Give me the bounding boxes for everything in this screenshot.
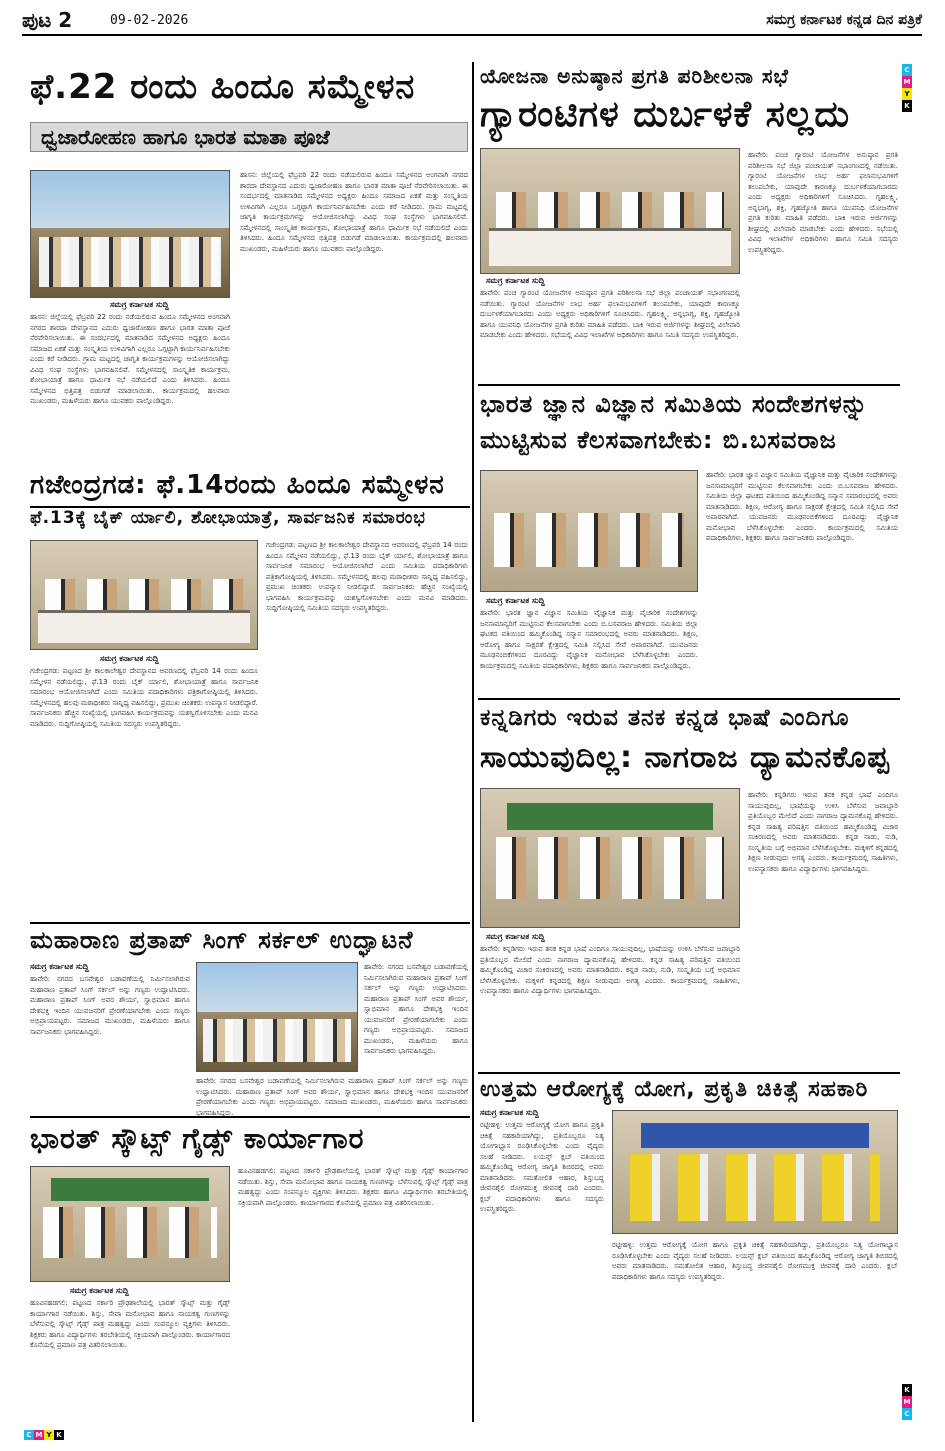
story-photo xyxy=(480,470,698,592)
cmyk-m: M xyxy=(903,78,911,86)
story-headline: ಭಾರತ ಜ್ಞಾನ ವಿಜ್ಞಾನ ಸಮಿತಿಯ ಸಂದೇಶಗಳನ್ನು xyxy=(480,390,868,418)
cmyk-strip-bottom xyxy=(24,1430,64,1440)
cmyk-c: C xyxy=(24,1430,34,1440)
paper-name: ಸಮಗ್ರ ಕರ್ನಾಟಕ ಕನ್ನಡ ದಿನ ಪತ್ರಿಕೆ xyxy=(766,12,922,28)
photo-credit: ಸಮಗ್ರ ಕರ್ನಾಟಕ ಸುದ್ದಿ xyxy=(110,300,169,309)
story-photo xyxy=(196,962,358,1072)
photo-credit: ಸಮಗ್ರ ಕರ್ನಾಟಕ ಸುದ್ದಿ xyxy=(486,276,545,285)
cmyk-k: K xyxy=(54,1430,64,1440)
cmyk-c: C xyxy=(902,64,912,76)
story-photo xyxy=(612,1110,898,1234)
story-body: ಹಾವೇರಿ: ಭಾರತ ಜ್ಞಾನ ವಿಜ್ಞಾನ ಸಮಿತಿಯ ವೈಜ್ಞಾನಿಕ ಮತ್ತು ವೈಚಾರಿಕ ಸಂದೇಶಗಳನ್ನು ಜನಸಾಮಾನ್ಯರಿಗೆ ಮುಟ್ಟಿಸುವ ಕೆಲಸವಾಗಬೇಕು ಎಂದು ಬಿ.ಬಸವರಾಜ ಹೇಳಿದರು. ಸಮಿತಿಯ ಜಿಲ್ಲಾ ಘಟಕದ ವತಿಯಿಂದ ಹಮ್ಮಿಕೊಂಡಿದ್ದ ಸನ್ಮಾನ ಸಮಾರಂಭದಲ್ಲಿ ಅವರು ಮಾತನಾಡಿದರು. ಶಿಕ್ಷಣ, ಆರೋಗ್ಯ ಹಾಗೂ ಸಾಕ್ಷರತೆ ಕ್ಷೇತ್ರದಲ್ಲಿ ಸಮಿತಿ ಸಲ್ಲಿಸಿದ ಸೇವೆ ಅಪಾರವಾಗಿದೆ. ಯುವಜನರು ಮೂಢನಂಬಿಕೆಗಳಿಂದ ದೂರವಿದ್ದು ವೈಜ್ಞಾನಿಕ ಮನೋಭಾವ ಬೆಳೆಸಿಕೊಳ್ಳಬೇಕು ಎಂದರು. ಕಾರ್ಯಕ್ರಮದಲ್ಲಿ ಸಮಿತಿಯ ಪದಾಧಿಕಾರಿಗಳು, ಶಿಕ್ಷಕರು ಹಾಗೂ ಸಾರ್ವಜನಿಕರು ಪಾಲ್ಗೊಂಡಿದ್ದರು. xyxy=(706,471,898,542)
story-body: ಹಾವೇರಿ: ನಗರದ ಬಸವೇಶ್ವರ ಬಡಾವಣೆಯಲ್ಲಿ ನಿರ್ಮಿಸಲಾಗಿರುವ ಮಹಾರಾಣ ಪ್ರತಾಪ್ ಸಿಂಗ್ ಸರ್ಕಲ್ ಅನ್ನು ಗಣ್ಯರು ಉದ್ಘಾಟಿಸಿದರು. ಮಹಾರಾಣ ಪ್ರತಾಪ್ ಸಿಂಗ್ ಅವರ ಶೌರ್ಯ, ಸ್ವಾಭಿಮಾನ ಹಾಗೂ ದೇಶಭಕ್ತಿ ಇಂದಿನ ಯುವಜನರಿಗೆ ಪ್ರೇರಣೆಯಾಗಬೇಕು ಎಂದು ಗಣ್ಯರು ಅಭಿಪ್ರಾಯಪಟ್ಟರು. ಸಮಾಜದ ಮುಖಂಡರು, ಮಹಿಳೆಯರು ಹಾಗೂ ಸಾರ್ವಜನಿಕರು ಭಾಗವಹಿಸಿದ್ದರು. xyxy=(364,963,468,1055)
story-body: ಹಾವೇರಿ: ಪಂಚ ಗ್ಯಾರಂಟಿ ಯೋಜನೆಗಳ ಅನುಷ್ಠಾನ ಪ್ರಗತಿ ಪರಿಶೀಲನಾ ಸಭೆ ಜಿಲ್ಲಾ ಪಂಚಾಯತ್ ಸಭಾಂಗಣದಲ್ಲಿ ನಡೆಯಿತು. ಗ್ಯಾರಂಟಿ ಯೋಜನೆಗಳ ಲಾಭ ಅರ್ಹ ಫಲಾನುಭವಿಗಳಿಗೆ ತಲುಪಬೇಕು, ಯಾವುದೇ ಕಾರಣಕ್ಕೂ ದುರ್ಬಳಕೆಯಾಗಬಾರದು ಎಂದು ಅಧ್ಯಕ್ಷರು ಅಧಿಕಾರಿಗಳಿಗೆ ಸೂಚಿಸಿದರು. ಗೃಹಲಕ್ಷ್ಮಿ, ಅನ್ನಭಾಗ್ಯ, ಶಕ್ತಿ, ಗೃಹಜ್ಯೋತಿ ಹಾಗೂ ಯುವನಿಧಿ ಯೋಜನೆಗಳ ಪ್ರಗತಿ ಕುರಿತು ಮಾಹಿತಿ ಪಡೆದರು. ಬಾಕಿ ಇರುವ ಅರ್ಜಿಗಳನ್ನು ಶೀಘ್ರದಲ್ಲಿ ವಿಲೇವಾರಿ ಮಾಡಬೇಕು ಎಂದು ಹೇಳಿದರು. ಸಭೆಯಲ್ಲಿ ವಿವಿಧ ಇಲಾಖೆಗಳ ಅಧಿಕಾರಿಗಳು ಹಾಗೂ ಸಮಿತಿ ಸದಸ್ಯರು ಉಪಸ್ಥಿತರಿದ್ದರು. xyxy=(748,151,898,254)
cmyk-y: Y xyxy=(902,88,912,100)
story-body: ಹೂವಿನಹಡಗಲಿ: ಪಟ್ಟಣದ ಸರ್ಕಾರಿ ಪ್ರೌಢಶಾಲೆಯಲ್ಲಿ ಭಾರತ್ ಸ್ಕೌಟ್ಸ್ ಮತ್ತು ಗೈಡ್ಸ್ ಕಾರ್ಯಾಗಾರ ನಡೆಯಿತು. ಶಿಸ್ತು, ಸೇವಾ ಮನೋಭಾವ ಹಾಗೂ ನಾಯಕತ್ವ ಗುಣಗಳನ್ನು ಬೆಳೆಸುವಲ್ಲಿ ಸ್ಕೌಟ್ಸ್ ಗೈಡ್ಸ್ ಪಾತ್ರ ಮಹತ್ವದ್ದು ಎಂದು ಸಂಪನ್ಮೂಲ ವ್ಯಕ್ತಿಗಳು ತಿಳಿಸಿದರು. ಶಿಕ್ಷಕರು ಹಾಗೂ ವಿದ್ಯಾರ್ಥಿಗಳು ತರಬೇತಿಯಲ್ಲಿ ಸಕ್ರಿಯವಾಗಿ ಪಾಲ್ಗೊಂಡರು. ಕಾರ್ಯಾಗಾರದ ಕೊನೆಯಲ್ಲಿ ಪ್ರಮಾಣ ಪತ್ರ ವಿತರಿಸಲಾಯಿತು. xyxy=(30,1299,230,1349)
story-body: ಹಾವೇರಿ: ಕನ್ನಡಿಗರು ಇರುವ ತನಕ ಕನ್ನಡ ಭಾಷೆ ಎಂದಿಗೂ ಸಾಯುವುದಿಲ್ಲ, ಭಾಷೆಯನ್ನು ಉಳಿಸಿ ಬೆಳೆಸುವ ಜವಾಬ್ದಾರಿ ಪ್ರತಿಯೊಬ್ಬರ ಮೇಲಿದೆ ಎಂದು ನಾಗರಾಜ ದ್ಯಾಮನಕೊಪ್ಪ ಹೇಳಿದರು. ಕನ್ನಡ ಸಾಹಿತ್ಯ ಪರಿಷತ್ತಿನ ವತಿಯಿಂದ ಹಮ್ಮಿಕೊಂಡಿದ್ದ ವಿಚಾರ ಸಂಕಿರಣದಲ್ಲಿ ಅವರು ಮಾತನಾಡಿದರು. ಕನ್ನಡ ನಾಡು, ನುಡಿ, ಸಂಸ್ಕೃತಿಯ ಬಗ್ಗೆ ಅಭಿಮಾನ ಬೆಳೆಸಿಕೊಳ್ಳಬೇಕು. ಮಕ್ಕಳಿಗೆ ಕನ್ನಡದಲ್ಲಿ ಶಿಕ್ಷಣ ನೀಡುವುದು ಅಗತ್ಯ ಎಂದರು. ಕಾರ್ಯಕ್ರಮದಲ್ಲಿ ಸಾಹಿತಿಗಳು, ಉಪನ್ಯಾಸಕರು ಹಾಗೂ ವಿದ್ಯಾರ್ಥಿಗಳು ಭಾಗವಹಿಸಿದ್ದರು. xyxy=(480,945,740,995)
section-rule xyxy=(478,698,900,700)
story-body: ಹಾವೇರಿ: ನಗರದ ಬಸವೇಶ್ವರ ಬಡಾವಣೆಯಲ್ಲಿ ನಿರ್ಮಿಸಲಾಗಿರುವ ಮಹಾರಾಣ ಪ್ರತಾಪ್ ಸಿಂಗ್ ಸರ್ಕಲ್ ಅನ್ನು ಗಣ್ಯರು ಉದ್ಘಾಟಿಸಿದರು. ಮಹಾರಾಣ ಪ್ರತಾಪ್ ಸಿಂಗ್ ಅವರ ಶೌರ್ಯ, ಸ್ವಾಭಿಮಾನ ಹಾಗೂ ದೇಶಭಕ್ತಿ ಇಂದಿನ ಯುವಜನರಿಗೆ ಪ್ರೇರಣೆಯಾಗಬೇಕು ಎಂದು ಗಣ್ಯರು ಅಭಿಪ್ರಾಯಪಟ್ಟರು. ಸಮಾಜದ ಮುಖಂಡರು, ಮಹಿಳೆಯರು ಹಾಗೂ ಸಾರ್ವಜನಿಕರು ಭಾಗವಹಿಸಿದ್ದರು. xyxy=(196,1077,468,1117)
story-subhead: ಧ್ವಜಾರೋಹಣ ಹಾಗೂ ಭಾರತ ಮಾತಾ ಪೂಜೆ xyxy=(30,122,468,152)
section-rule xyxy=(478,1072,900,1074)
masthead xyxy=(22,6,922,36)
story-body: ಹಾವೇರಿ: ನಗರದ ಬಸವೇಶ್ವರ ಬಡಾವಣೆಯಲ್ಲಿ ನಿರ್ಮಿಸಲಾಗಿರುವ ಮಹಾರಾಣ ಪ್ರತಾಪ್ ಸಿಂಗ್ ಸರ್ಕಲ್ ಅನ್ನು ಗಣ್ಯರು ಉದ್ಘಾಟಿಸಿದರು. ಮಹಾರಾಣ ಪ್ರತಾಪ್ ಸಿಂಗ್ ಅವರ ಶೌರ್ಯ, ಸ್ವಾಭಿಮಾನ ಹಾಗೂ ದೇಶಭಕ್ತಿ ಇಂದಿನ ಯುವಜನರಿಗೆ ಪ್ರೇರಣೆಯಾಗಬೇಕು ಎಂದು ಗಣ್ಯರು ಅಭಿಪ್ರಾಯಪಟ್ಟರು. ಸಮಾಜದ ಮುಖಂಡರು, ಮಹಿಳೆಯರು ಹಾಗೂ ಸಾರ್ವಜನಿಕರು ಭಾಗವಹಿಸಿದ್ದರು. xyxy=(30,975,190,1036)
story-body: ಗಜೇಂದ್ರಗಡ: ಪಟ್ಟಣದ ಶ್ರೀ ಕಾಲಕಾಲೇಶ್ವರ ದೇವಸ್ಥಾನದ ಆವರಣದಲ್ಲಿ ಫೆಬ್ರವರಿ 14 ರಂದು ಹಿಂದೂ ಸಮ್ಮೇಳನ ನಡೆಯಲಿದ್ದು, ಫೆ.13 ರಂದು ಬೈಕ್ ರ್ಯಾಲಿ, ಶೋಭಾಯಾತ್ರೆ ಹಾಗೂ ಸಾರ್ವಜನಿಕ ಸಮಾರಂಭ ಆಯೋಜಿಸಲಾಗಿದೆ ಎಂದು ಸಮಿತಿಯ ಪದಾಧಿಕಾರಿಗಳು ಪತ್ರಿಕಾಗೋಷ್ಠಿಯಲ್ಲಿ ತಿಳಿಸಿದರು. ಸಮ್ಮೇಳನದಲ್ಲಿ ಹಲವು ಮಠಾಧೀಶರು ಸಾನ್ನಿಧ್ಯ ವಹಿಸಲಿದ್ದು, ಪ್ರಮುಖ ಚಿಂತಕರು ಉಪನ್ಯಾಸ ನೀಡಲಿದ್ದಾರೆ. ಸಾರ್ವಜನಿಕರು ಹೆಚ್ಚಿನ ಸಂಖ್ಯೆಯಲ್ಲಿ ಭಾಗವಹಿಸಿ ಕಾರ್ಯಕ್ರಮವನ್ನು ಯಶಸ್ವಿಗೊಳಿಸಬೇಕು ಎಂದು ಮನವಿ ಮಾಡಿದರು. ಸುದ್ದಿಗೋಷ್ಠಿಯಲ್ಲಿ ಸಮಿತಿಯ ಸದಸ್ಯರು ಉಪಸ್ಥಿತರಿದ್ದರು. xyxy=(266,541,468,612)
story-body: ಗಜೇಂದ್ರಗಡ: ಪಟ್ಟಣದ ಶ್ರೀ ಕಾಲಕಾಲೇಶ್ವರ ದೇವಸ್ಥಾನದ ಆವರಣದಲ್ಲಿ ಫೆಬ್ರವರಿ 14 ರಂದು ಹಿಂದೂ ಸಮ್ಮೇಳನ ನಡೆಯಲಿದ್ದು, ಫೆ.13 ರಂದು ಬೈಕ್ ರ್ಯಾಲಿ, ಶೋಭಾಯಾತ್ರೆ ಹಾಗೂ ಸಾರ್ವಜನಿಕ ಸಮಾರಂಭ ಆಯೋಜಿಸಲಾಗಿದೆ ಎಂದು ಸಮಿತಿಯ ಪದಾಧಿಕಾರಿಗಳು ಪತ್ರಿಕಾಗೋಷ್ಠಿಯಲ್ಲಿ ತಿಳಿಸಿದರು. ಸಮ್ಮೇಳನದಲ್ಲಿ ಹಲವು ಮಠಾಧೀಶರು ಸಾನ್ನಿಧ್ಯ ವಹಿಸಲಿದ್ದು, ಪ್ರಮುಖ ಚಿಂತಕರು ಉಪನ್ಯಾಸ ನೀಡಲಿದ್ದಾರೆ. ಸಾರ್ವಜನಿಕರು ಹೆಚ್ಚಿನ ಸಂಖ್ಯೆಯಲ್ಲಿ ಭಾಗವಹಿಸಿ ಕಾರ್ಯಕ್ರಮವನ್ನು ಯಶಸ್ವಿಗೊಳಿಸಬೇಕು ಎಂದು ಮನವಿ ಮಾಡಿದರು. ಸುದ್ದಿಗೋಷ್ಠಿಯಲ್ಲಿ ಸಮಿತಿಯ ಸದಸ್ಯರು ಉಪಸ್ಥಿತರಿದ್ದರು. xyxy=(30,667,258,728)
story-headline: ಯೋಜನಾ ಅನುಷ್ಠಾನ ಪ್ರಗತಿ ಪರಿಶೀಲನಾ ಸಭೆ xyxy=(480,64,789,88)
story-photo xyxy=(30,540,258,650)
cmyk-m: M xyxy=(903,1398,911,1406)
section-rule xyxy=(478,384,900,386)
column-divider xyxy=(472,62,474,1422)
cmyk-strip-right xyxy=(902,1384,912,1420)
story-headline: ಉತ್ತಮ ಆರೋಗ್ಯಕ್ಕೆ ಯೋಗ, ಪ್ರಕೃತಿ ಚಿಕಿತ್ಸೆ ಸಹಕಾರಿ xyxy=(480,1077,869,1102)
story-photo xyxy=(30,1166,230,1282)
photo-credit: ಸಮಗ್ರ ಕರ್ನಾಟಕ ಸುದ್ದಿ xyxy=(486,596,545,605)
cmyk-k: K xyxy=(902,100,912,112)
cmyk-y: Y xyxy=(44,1430,54,1440)
story-headline: ಕನ್ನಡಿಗರು ಇರುವ ತನಕ ಕನ್ನಡ ಭಾಷೆ ಎಂದಿಗೂ xyxy=(480,705,850,731)
story-headline-2: ಮುಟ್ಟಿಸುವ ಕೆಲಸವಾಗಬೇಕು: ಬಿ.ಬಸವರಾಜ xyxy=(480,426,837,454)
story-body: ರಟ್ಟೀಹಳ್ಳಿ: ಉತ್ತಮ ಆರೋಗ್ಯಕ್ಕೆ ಯೋಗ ಹಾಗೂ ಪ್ರಕೃತಿ ಚಿಕಿತ್ಸೆ ಸಹಕಾರಿಯಾಗಿದ್ದು, ಪ್ರತಿಯೊಬ್ಬರೂ ನಿತ್ಯ ಯೋಗಾಭ್ಯಾಸ ರೂಢಿಸಿಕೊಳ್ಳಬೇಕು ಎಂದು ವೈದ್ಯರು ಸಲಹೆ ನೀಡಿದರು. ಲಯನ್ಸ್ ಕ್ಲಬ್ ವತಿಯಿಂದ ಹಮ್ಮಿಕೊಂಡಿದ್ದ ಆರೋಗ್ಯ ಜಾಗೃತಿ ಶಿಬಿರದಲ್ಲಿ ಅವರು ಮಾತನಾಡಿದರು. ಸಮತೋಲಿತ ಆಹಾರ, ಶಿಸ್ತುಬದ್ಧ ಜೀವನಶೈಲಿ ರೋಗಮುಕ್ತ ಜೀವನಕ್ಕೆ ದಾರಿ ಎಂದರು. ಕ್ಲಬ್ ಪದಾಧಿಕಾರಿಗಳು ಹಾಗೂ ಸದಸ್ಯರು ಉಪಸ್ಥಿತರಿದ್ದರು. xyxy=(612,1241,898,1281)
story-body: ಹಾವೇರಿ: ಕನ್ನಡಿಗರು ಇರುವ ತನಕ ಕನ್ನಡ ಭಾಷೆ ಎಂದಿಗೂ ಸಾಯುವುದಿಲ್ಲ, ಭಾಷೆಯನ್ನು ಉಳಿಸಿ ಬೆಳೆಸುವ ಜವಾಬ್ದಾರಿ ಪ್ರತಿಯೊಬ್ಬರ ಮೇಲಿದೆ ಎಂದು ನಾಗರಾಜ ದ್ಯಾಮನಕೊಪ್ಪ ಹೇಳಿದರು. ಕನ್ನಡ ಸಾಹಿತ್ಯ ಪರಿಷತ್ತಿನ ವತಿಯಿಂದ ಹಮ್ಮಿಕೊಂಡಿದ್ದ ವಿಚಾರ ಸಂಕಿರಣದಲ್ಲಿ ಅವರು ಮಾತನಾಡಿದರು. ಕನ್ನಡ ನಾಡು, ನುಡಿ, ಸಂಸ್ಕೃತಿಯ ಬಗ್ಗೆ ಅಭಿಮಾನ ಬೆಳೆಸಿಕೊಳ್ಳಬೇಕು. ಮಕ್ಕಳಿಗೆ ಕನ್ನಡದಲ್ಲಿ ಶಿಕ್ಷಣ ನೀಡುವುದು ಅಗತ್ಯ ಎಂದರು. ಕಾರ್ಯಕ್ರಮದಲ್ಲಿ ಸಾಹಿತಿಗಳು, ಉಪನ್ಯಾಸಕರು ಹಾಗೂ ವಿದ್ಯಾರ್ಥಿಗಳು ಭಾಗವಹಿಸಿದ್ದರು. xyxy=(748,791,898,873)
story-body: ಹಾವೇರಿ: ಪಂಚ ಗ್ಯಾರಂಟಿ ಯೋಜನೆಗಳ ಅನುಷ್ಠಾನ ಪ್ರಗತಿ ಪರಿಶೀಲನಾ ಸಭೆ ಜಿಲ್ಲಾ ಪಂಚಾಯತ್ ಸಭಾಂಗಣದಲ್ಲಿ ನಡೆಯಿತು. ಗ್ಯಾರಂಟಿ ಯೋಜನೆಗಳ ಲಾಭ ಅರ್ಹ ಫಲಾನುಭವಿಗಳಿಗೆ ತಲುಪಬೇಕು, ಯಾವುದೇ ಕಾರಣಕ್ಕೂ ದುರ್ಬಳಕೆಯಾಗಬಾರದು ಎಂದು ಅಧ್ಯಕ್ಷರು ಅಧಿಕಾರಿಗಳಿಗೆ ಸೂಚಿಸಿದರು. ಗೃಹಲಕ್ಷ್ಮಿ, ಅನ್ನಭಾಗ್ಯ, ಶಕ್ತಿ, ಗೃಹಜ್ಯೋತಿ ಹಾಗೂ ಯುವನಿಧಿ ಯೋಜನೆಗಳ ಪ್ರಗತಿ ಕುರಿತು ಮಾಹಿತಿ ಪಡೆದರು. ಬಾಕಿ ಇರುವ ಅರ್ಜಿಗಳನ್ನು ಶೀಘ್ರದಲ್ಲಿ ವಿಲೇವಾರಿ ಮಾಡಬೇಕು ಎಂದು ಹೇಳಿದರು. ಸಭೆಯಲ್ಲಿ ವಿವಿಧ ಇಲಾಖೆಗಳ ಅಧಿಕಾರಿಗಳು ಹಾಗೂ ಸಮಿತಿ ಸದಸ್ಯರು ಉಪಸ್ಥಿತರಿದ್ದರು. xyxy=(480,289,740,339)
photo-credit: ಸಮಗ್ರ ಕರ್ನಾಟಕ ಸುದ್ದಿ xyxy=(70,1286,129,1295)
story-subhead: ಗ್ಯಾರಂಟಿಗಳ ದುರ್ಬಳಕೆ ಸಲ್ಲದು xyxy=(480,94,851,135)
cmyk-m: M xyxy=(35,1431,43,1439)
section-rule xyxy=(30,1116,470,1118)
cmyk-c: C xyxy=(902,1408,912,1420)
story-photo xyxy=(30,170,230,298)
story-photo xyxy=(480,148,740,274)
cmyk-strip-top xyxy=(902,64,912,112)
page-label: ಪುಟ 2 xyxy=(22,8,73,32)
photo-credit: ಸಮಗ್ರ ಕರ್ನಾಟಕ ಸುದ್ದಿ xyxy=(30,962,89,971)
story-body: ಹಾಸನ: ಜಿಲ್ಲೆಯಲ್ಲಿ ಫೆಬ್ರವರಿ 22 ರಂದು ನಡೆಯಲಿರುವ ಹಿಂದೂ ಸಮ್ಮೇಳನದ ಅಂಗವಾಗಿ ನಗರದ ಶಾರದಾ ದೇವಸ್ಥಾನದ ಎದುರು ಧ್ವಜಾರೋಹಣ ಹಾಗೂ ಭಾರತ ಮಾತಾ ಪೂಜೆ ನೆರವೇರಿಸಲಾಯಿತು. ಈ ಸಂದರ್ಭದಲ್ಲಿ ಮಾತನಾಡಿದ ಸಮ್ಮೇಳನದ ಅಧ್ಯಕ್ಷರು ಹಿಂದೂ ಸಮಾಜದ ಏಕತೆ ಮತ್ತು ಸಂಸ್ಕೃತಿಯ ಉಳಿವಿಗಾಗಿ ಎಲ್ಲರೂ ಒಗ್ಗಟ್ಟಾಗಿ ಕಾರ್ಯನಿರ್ವಹಿಸಬೇಕು ಎಂದು ಕರೆ ನೀಡಿದರು. ಗ್ರಾಮ ಮಟ್ಟದಲ್ಲಿ ಜಾಗೃತಿ ಕಾರ್ಯಕ್ರಮಗಳನ್ನು ಆಯೋಜಿಸಲಾಗಿದ್ದು ವಿವಿಧ ಸಂಘ ಸಂಸ್ಥೆಗಳು ಭಾಗವಹಿಸಲಿವೆ. ಸಮ್ಮೇಳನದಲ್ಲಿ ಸಾಂಸ್ಕೃತಿಕ ಕಾರ್ಯಕ್ರಮ, ಶೋಭಾಯಾತ್ರೆ ಹಾಗೂ ಧಾರ್ಮಿಕ ಸಭೆ ನಡೆಯಲಿದೆ ಎಂದು ತಿಳಿಸಿದರು. ಹಿಂದೂ ಸಮ್ಮೇಳನದ ಭಿತ್ತಿಪತ್ರ ಬಿಡುಗಡೆ ಮಾಡಲಾಯಿತು. ಕಾರ್ಯಕ್ರಮದಲ್ಲಿ ಹಲವಾರು ಮುಖಂಡರು, ಮಹಿಳೆಯರು ಹಾಗೂ ಯುವಕರು ಪಾಲ್ಗೊಂಡಿದ್ದರು. xyxy=(240,171,468,253)
story-headline: ಭಾರತ್ ಸ್ಕೌಟ್ಸ್ ಗೈಡ್ಸ್ ಕಾರ್ಯಾಗಾರ xyxy=(30,1122,365,1155)
story-headline: ಫೆ.22 ರಂದು ಹಿಂದೂ ಸಮ್ಮೇಳನ xyxy=(30,67,416,107)
story-body: ಹಾಸನ: ಜಿಲ್ಲೆಯಲ್ಲಿ ಫೆಬ್ರವರಿ 22 ರಂದು ನಡೆಯಲಿರುವ ಹಿಂದೂ ಸಮ್ಮೇಳನದ ಅಂಗವಾಗಿ ನಗರದ ಶಾರದಾ ದೇವಸ್ಥಾನದ ಎದುರು ಧ್ವಜಾರೋಹಣ ಹಾಗೂ ಭಾರತ ಮಾತಾ ಪೂಜೆ ನೆರವೇರಿಸಲಾಯಿತು. ಈ ಸಂದರ್ಭದಲ್ಲಿ ಮಾತನಾಡಿದ ಸಮ್ಮೇಳನದ ಅಧ್ಯಕ್ಷರು ಹಿಂದೂ ಸಮಾಜದ ಏಕತೆ ಮತ್ತು ಸಂಸ್ಕೃತಿಯ ಉಳಿವಿಗಾಗಿ ಎಲ್ಲರೂ ಒಗ್ಗಟ್ಟಾಗಿ ಕಾರ್ಯನಿರ್ವಹಿಸಬೇಕು ಎಂದು ಕರೆ ನೀಡಿದರು. ಗ್ರಾಮ ಮಟ್ಟದಲ್ಲಿ ಜಾಗೃತಿ ಕಾರ್ಯಕ್ರಮಗಳನ್ನು ಆಯೋಜಿಸಲಾಗಿದ್ದು ವಿವಿಧ ಸಂಘ ಸಂಸ್ಥೆಗಳು ಭಾಗವಹಿಸಲಿವೆ. ಸಮ್ಮೇಳನದಲ್ಲಿ ಸಾಂಸ್ಕೃತಿಕ ಕಾರ್ಯಕ್ರಮ, ಶೋಭಾಯಾತ್ರೆ ಹಾಗೂ ಧಾರ್ಮಿಕ ಸಭೆ ನಡೆಯಲಿದೆ ಎಂದು ತಿಳಿಸಿದರು. ಹಿಂದೂ ಸಮ್ಮೇಳನದ ಭಿತ್ತಿಪತ್ರ ಬಿಡುಗಡೆ ಮಾಡಲಾಯಿತು. ಕಾರ್ಯಕ್ರಮದಲ್ಲಿ ಹಲವಾರು ಮುಖಂಡರು, ಮಹಿಳೆಯರು ಹಾಗೂ ಯುವಕರು ಪಾಲ್ಗೊಂಡಿದ್ದರು. xyxy=(30,313,230,405)
story-headline-2: ಸಾಯುವುದಿಲ್ಲ: ನಾಗರಾಜ ದ್ಯಾಮನಕೊಪ್ಪ xyxy=(480,740,890,775)
story-subhead: ಫೆ.13ಕ್ಕೆ ಬೈಕ್ ರ್ಯಾಲಿ, ಶೋಭಾಯಾತ್ರೆ, ಸಾರ್ವಜನಿಕ ಸಮಾರಂಭ xyxy=(30,508,426,528)
page-date: 09-02-2026 xyxy=(110,13,189,28)
photo-credit: ಸಮಗ್ರ ಕರ್ನಾಟಕ ಸುದ್ದಿ xyxy=(100,654,159,663)
story-photo xyxy=(480,788,740,928)
story-headline: ಮಹಾರಾಣ ಪ್ರತಾಪ್ ಸಿಂಗ್ ಸರ್ಕಲ್ ಉದ್ಘಾಟನೆ xyxy=(30,926,414,954)
story-body: ರಟ್ಟೀಹಳ್ಳಿ: ಉತ್ತಮ ಆರೋಗ್ಯಕ್ಕೆ ಯೋಗ ಹಾಗೂ ಪ್ರಕೃತಿ ಚಿಕಿತ್ಸೆ ಸಹಕಾರಿಯಾಗಿದ್ದು, ಪ್ರತಿಯೊಬ್ಬರೂ ನಿತ್ಯ ಯೋಗಾಭ್ಯಾಸ ರೂಢಿಸಿಕೊಳ್ಳಬೇಕು ಎಂದು ವೈದ್ಯರು ಸಲಹೆ ನೀಡಿದರು. ಲಯನ್ಸ್ ಕ್ಲಬ್ ವತಿಯಿಂದ ಹಮ್ಮಿಕೊಂಡಿದ್ದ ಆರೋಗ್ಯ ಜಾಗೃತಿ ಶಿಬಿರದಲ್ಲಿ ಅವರು ಮಾತನಾಡಿದರು. ಸಮತೋಲಿತ ಆಹಾರ, ಶಿಸ್ತುಬದ್ಧ ಜೀವನಶೈಲಿ ರೋಗಮುಕ್ತ ಜೀವನಕ್ಕೆ ದಾರಿ ಎಂದರು. ಕ್ಲಬ್ ಪದಾಧಿಕಾರಿಗಳು ಹಾಗೂ ಸದಸ್ಯರು ಉಪಸ್ಥಿತರಿದ್ದರು. xyxy=(480,1121,604,1213)
story-body: ಹಾವೇರಿ: ಭಾರತ ಜ್ಞಾನ ವಿಜ್ಞಾನ ಸಮಿತಿಯ ವೈಜ್ಞಾನಿಕ ಮತ್ತು ವೈಚಾರಿಕ ಸಂದೇಶಗಳನ್ನು ಜನಸಾಮಾನ್ಯರಿಗೆ ಮುಟ್ಟಿಸುವ ಕೆಲಸವಾಗಬೇಕು ಎಂದು ಬಿ.ಬಸವರಾಜ ಹೇಳಿದರು. ಸಮಿತಿಯ ಜಿಲ್ಲಾ ಘಟಕದ ವತಿಯಿಂದ ಹಮ್ಮಿಕೊಂಡಿದ್ದ ಸನ್ಮಾನ ಸಮಾರಂಭದಲ್ಲಿ ಅವರು ಮಾತನಾಡಿದರು. ಶಿಕ್ಷಣ, ಆರೋಗ್ಯ ಹಾಗೂ ಸಾಕ್ಷರತೆ ಕ್ಷೇತ್ರದಲ್ಲಿ ಸಮಿತಿ ಸಲ್ಲಿಸಿದ ಸೇವೆ ಅಪಾರವಾಗಿದೆ. ಯುವಜನರು ಮೂಢನಂಬಿಕೆಗಳಿಂದ ದೂರವಿದ್ದು ವೈಜ್ಞಾನಿಕ ಮನೋಭಾವ ಬೆಳೆಸಿಕೊಳ್ಳಬೇಕು ಎಂದರು. ಕಾರ್ಯಕ್ರಮದಲ್ಲಿ ಸಮಿತಿಯ ಪದಾಧಿಕಾರಿಗಳು, ಶಿಕ್ಷಕರು ಹಾಗೂ ಸಾರ್ವಜನಿಕರು ಪಾಲ್ಗೊಂಡಿದ್ದರು. xyxy=(480,609,698,670)
photo-credit: ಸಮಗ್ರ ಕರ್ನಾಟಕ ಸುದ್ದಿ xyxy=(486,932,545,941)
story-body: ಹೂವಿನಹಡಗಲಿ: ಪಟ್ಟಣದ ಸರ್ಕಾರಿ ಪ್ರೌಢಶಾಲೆಯಲ್ಲಿ ಭಾರತ್ ಸ್ಕೌಟ್ಸ್ ಮತ್ತು ಗೈಡ್ಸ್ ಕಾರ್ಯಾಗಾರ ನಡೆಯಿತು. ಶಿಸ್ತು, ಸೇವಾ ಮನೋಭಾವ ಹಾಗೂ ನಾಯಕತ್ವ ಗುಣಗಳನ್ನು ಬೆಳೆಸುವಲ್ಲಿ ಸ್ಕೌಟ್ಸ್ ಗೈಡ್ಸ್ ಪಾತ್ರ ಮಹತ್ವದ್ದು ಎಂದು ಸಂಪನ್ಮೂಲ ವ್ಯಕ್ತಿಗಳು ತಿಳಿಸಿದರು. ಶಿಕ್ಷಕರು ಹಾಗೂ ವಿದ್ಯಾರ್ಥಿಗಳು ತರಬೇತಿಯಲ್ಲಿ ಸಕ್ರಿಯವಾಗಿ ಪಾಲ್ಗೊಂಡರು. ಕಾರ್ಯಾಗಾರದ ಕೊನೆಯಲ್ಲಿ ಪ್ರಮಾಣ ಪತ್ರ ವಿತರಿಸಲಾಯಿತು. xyxy=(238,1167,468,1207)
photo-credit: ಸಮಗ್ರ ಕರ್ನಾಟಕ ಸುದ್ದಿ xyxy=(480,1108,539,1117)
story-headline: ಗಜೇಂದ್ರಗಡ: ಫೆ.14ರಂದು ಹಿಂದೂ ಸಮ್ಮೇಳನ xyxy=(30,470,445,500)
cmyk-k: K xyxy=(902,1384,912,1396)
section-rule xyxy=(30,922,470,924)
